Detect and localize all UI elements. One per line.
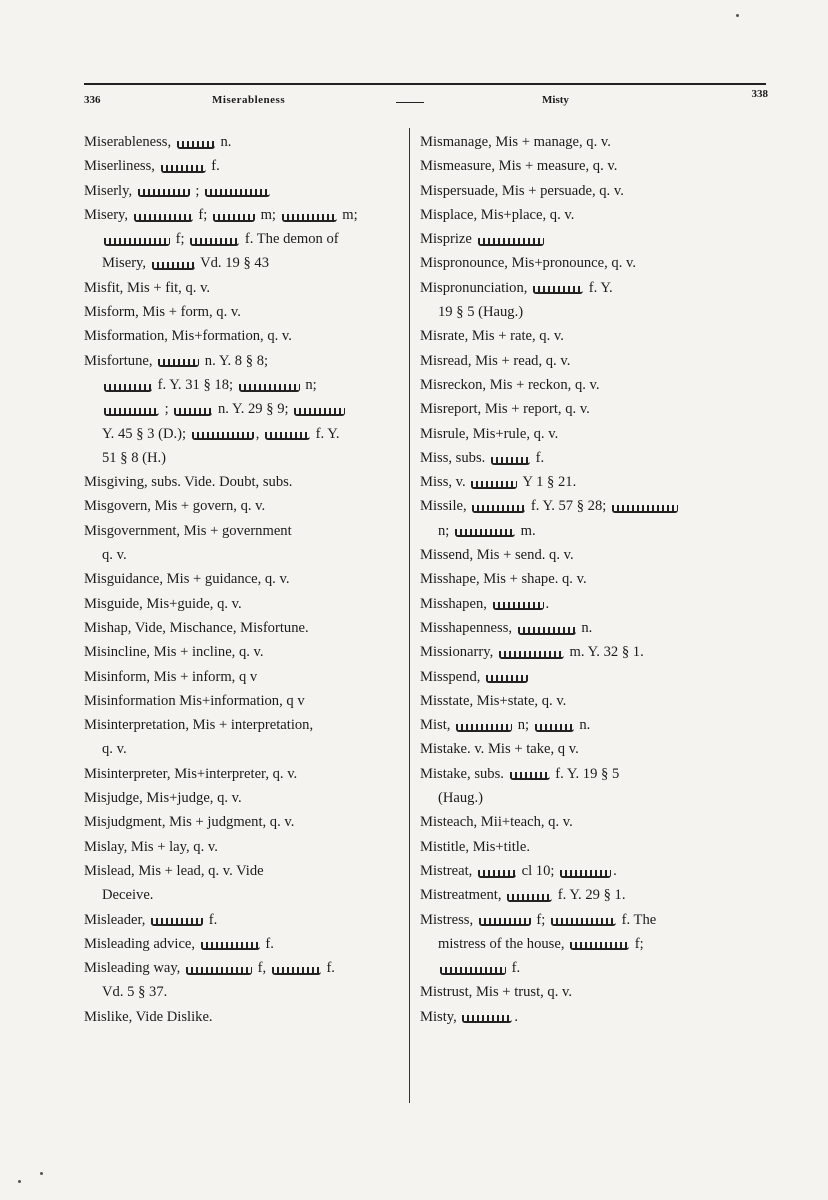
right-page-number: 338 <box>751 88 768 100</box>
dictionary-line: Mismanage, Mis + manage, q. v. <box>420 134 611 150</box>
avestan-script-glyphs <box>104 404 159 416</box>
avestan-script-glyphs <box>533 282 583 294</box>
avestan-script-glyphs <box>104 234 170 246</box>
avestan-script-glyphs <box>560 866 611 878</box>
dictionary-line: Misguidance, Mis + guidance, q. v. <box>84 571 290 588</box>
avestan-script-glyphs <box>161 161 206 173</box>
dictionary-line: Misgovernment, Mis + government <box>84 522 292 539</box>
right-column <box>420 130 766 1029</box>
avestan-script-glyphs <box>455 525 515 537</box>
avestan-script-glyphs <box>440 963 506 975</box>
avestan-script-glyphs <box>174 404 212 416</box>
avestan-script-glyphs <box>282 210 337 222</box>
avestan-script-glyphs <box>294 404 345 416</box>
dictionary-line: Misshape, Mis + shape. q. v. <box>420 571 587 588</box>
dictionary-line: Mislead, Mis + lead, q. v. Vide <box>84 862 264 879</box>
dictionary-line: n; m. <box>438 522 536 539</box>
avestan-script-glyphs <box>493 598 544 610</box>
dictionary-line: Misleading way, f, f. <box>84 960 335 977</box>
avestan-script-glyphs <box>499 647 564 659</box>
avestan-script-glyphs <box>177 137 215 149</box>
left-page-number: 336 <box>84 94 101 106</box>
avestan-script-glyphs <box>518 623 576 635</box>
dictionary-line: Misread, Mis + read, q. v. <box>420 352 571 369</box>
dictionary-line: Mist, n; n. <box>420 717 591 734</box>
dictionary-line: Misleader, f. <box>84 911 218 928</box>
dictionary-line: Misty, . <box>420 1008 519 1025</box>
left-column <box>84 130 402 1029</box>
dictionary-line: Misformation, Mis+formation, q. v. <box>84 328 292 345</box>
dictionary-line: Miserly, ; <box>84 179 402 203</box>
avestan-script-glyphs <box>158 355 199 367</box>
dictionary-line: Mistrust, Mis + trust, q. v. <box>420 984 573 1001</box>
avestan-script-glyphs <box>510 768 550 780</box>
dictionary-line: Mistake, subs. f. Y. 19 § 5 <box>420 765 620 782</box>
dictionary-line: Misplace, Mis+place, q. v. <box>420 206 575 223</box>
avestan-script-glyphs <box>486 671 528 683</box>
page-header <box>84 84 766 114</box>
dictionary-line: Misgiving, subs. Vide. Doubt, subs. <box>84 474 293 491</box>
avestan-script-glyphs <box>239 380 300 392</box>
dictionary-line: Mistitle, Mis+title. <box>420 838 530 855</box>
avestan-script-glyphs <box>265 428 310 440</box>
dictionary-line: Miss, subs. f. <box>420 449 545 466</box>
dictionary-line: Misteach, Mii+teach, q. v. <box>420 814 573 831</box>
dictionary-line: (Haug.) <box>438 790 483 807</box>
dictionary-line: Mistreat, cl 10; . <box>420 862 617 879</box>
avestan-script-glyphs <box>456 720 512 732</box>
dictionary-line: Misrate, Mis + rate, q. v. <box>420 328 564 345</box>
dictionary-line: ; n. Y. 29 § 9; <box>84 397 402 421</box>
avestan-script-glyphs <box>138 185 190 197</box>
avestan-script-glyphs <box>151 914 203 926</box>
avestan-script-glyphs <box>190 234 239 246</box>
dictionary-line: Misery, Vd. 19 § 43 <box>102 255 270 272</box>
dictionary-line: q. v. <box>102 547 127 564</box>
dictionary-line: Mispronunciation, f. Y. <box>420 279 613 296</box>
avestan-script-glyphs <box>570 938 629 950</box>
avestan-script-glyphs <box>472 501 525 513</box>
avestan-script-glyphs <box>479 914 531 926</box>
dictionary-line: q. v. <box>102 741 127 758</box>
scan-speck <box>736 14 739 17</box>
dictionary-line: Mispersuade, Mis + persuade, q. v. <box>420 182 624 199</box>
dictionary-line: Missend, Mis + send. q. v. <box>420 547 574 564</box>
dictionary-line: Misprize <box>420 227 766 251</box>
dictionary-line: 19 § 5 (Haug.) <box>438 304 524 321</box>
dictionary-line: Misreport, Mis + report, q. v. <box>420 401 590 418</box>
avestan-script-glyphs <box>478 234 544 246</box>
dictionary-line: Misgovern, Mis + govern, q. v. <box>84 498 266 515</box>
dictionary-line: Miserliness, f. <box>84 158 220 175</box>
dictionary-line: Miserableness, n. <box>84 134 232 150</box>
right-running-head: Misty <box>542 94 569 106</box>
dictionary-line: mistress of the house, f; <box>438 935 644 952</box>
dictionary-line: Misinform, Mis + inform, q v <box>84 668 258 685</box>
dictionary-line: Misery, f; m; m; <box>84 206 358 223</box>
dictionary-line: Misreckon, Mis + reckon, q. v. <box>420 376 600 393</box>
dictionary-line: f. Y. 31 § 18; n; <box>84 373 402 397</box>
dictionary-line: Mislay, Mis + lay, q. v. <box>84 838 218 855</box>
avestan-script-glyphs <box>192 428 254 440</box>
dictionary-line: Misshapenness, n. <box>420 619 593 636</box>
dictionary-line: Miss, v. Y 1 § 21. <box>420 474 577 491</box>
avestan-script-glyphs <box>134 210 193 222</box>
avestan-script-glyphs <box>186 963 252 975</box>
avestan-script-glyphs <box>205 185 270 197</box>
dictionary-line: Vd. 5 § 37. <box>102 984 168 1001</box>
avestan-script-glyphs <box>462 1011 512 1023</box>
dictionary-line: f. <box>420 956 766 980</box>
avestan-script-glyphs <box>152 258 195 270</box>
dictionary-line: Misshapen, . <box>420 595 550 612</box>
dictionary-line: Y. 45 § 3 (D.); , f. Y. <box>102 425 340 442</box>
dictionary-line: Misspend, <box>420 665 766 689</box>
scan-speck <box>40 1172 43 1175</box>
dictionary-line: Mislike, Vide Dislike. <box>84 1008 213 1025</box>
scan-speck <box>18 1180 21 1183</box>
dictionary-line: Misjudgment, Mis + judgment, q. v. <box>84 814 295 831</box>
dictionary-line: Missile, f. Y. 57 § 28; <box>420 494 766 518</box>
dictionary-line: Missionarry, m. Y. 32 § 1. <box>420 644 644 661</box>
dictionary-line: Misinterpretation, Mis + interpretation, <box>84 717 314 734</box>
avestan-script-glyphs <box>201 938 260 950</box>
dictionary-line: Misform, Mis + form, q. v. <box>84 304 241 321</box>
dictionary-line: Mistress, f; f. The <box>420 911 657 928</box>
dictionary-line: f; f. The demon of <box>84 227 402 251</box>
avestan-script-glyphs <box>471 477 517 489</box>
dictionary-line: 51 § 8 (H.) <box>102 449 167 466</box>
dictionary-line: Mispronounce, Mis+pronounce, q. v. <box>420 255 637 272</box>
avestan-script-glyphs <box>478 866 516 878</box>
dictionary-line: Mistake. v. Mis + take, q v. <box>420 741 579 758</box>
column-divider <box>409 128 410 1103</box>
dictionary-line: Misrule, Mis+rule, q. v. <box>420 425 559 442</box>
dictionary-line: Misinterpreter, Mis+interpreter, q. v. <box>84 765 298 782</box>
dictionary-line: Misfit, Mis + fit, q. v. <box>84 279 211 296</box>
dictionary-line: Misjudge, Mis+judge, q. v. <box>84 790 242 807</box>
avestan-script-glyphs <box>213 210 255 222</box>
dictionary-line: Mistreatment, f. Y. 29 § 1. <box>420 887 626 904</box>
dictionary-line: Misfortune, n. Y. 8 § 8; <box>84 352 269 369</box>
avestan-script-glyphs <box>507 890 552 902</box>
left-running-head: Miserableness <box>212 94 286 106</box>
dictionary-line: Deceive. <box>102 887 154 904</box>
dictionary-line: Misinformation Mis+information, q v <box>84 692 305 709</box>
dictionary-line: Mishap, Vide, Mischance, Misfortune. <box>84 619 309 636</box>
avestan-script-glyphs <box>612 501 678 513</box>
avestan-script-glyphs <box>491 453 530 465</box>
header-dash <box>396 102 424 103</box>
dictionary-line: Misincline, Mis + incline, q. v. <box>84 644 264 661</box>
dictionary-line: Misstate, Mis+state, q. v. <box>420 692 567 709</box>
avestan-script-glyphs <box>104 380 152 392</box>
avestan-script-glyphs <box>272 963 321 975</box>
dictionary-line: Mismeasure, Mis + measure, q. v. <box>420 158 618 175</box>
dictionary-line: Misguide, Mis+guide, q. v. <box>84 595 242 612</box>
dictionary-line: Misleading advice, f. <box>84 935 274 952</box>
avestan-script-glyphs <box>535 720 574 732</box>
avestan-script-glyphs <box>551 914 616 926</box>
